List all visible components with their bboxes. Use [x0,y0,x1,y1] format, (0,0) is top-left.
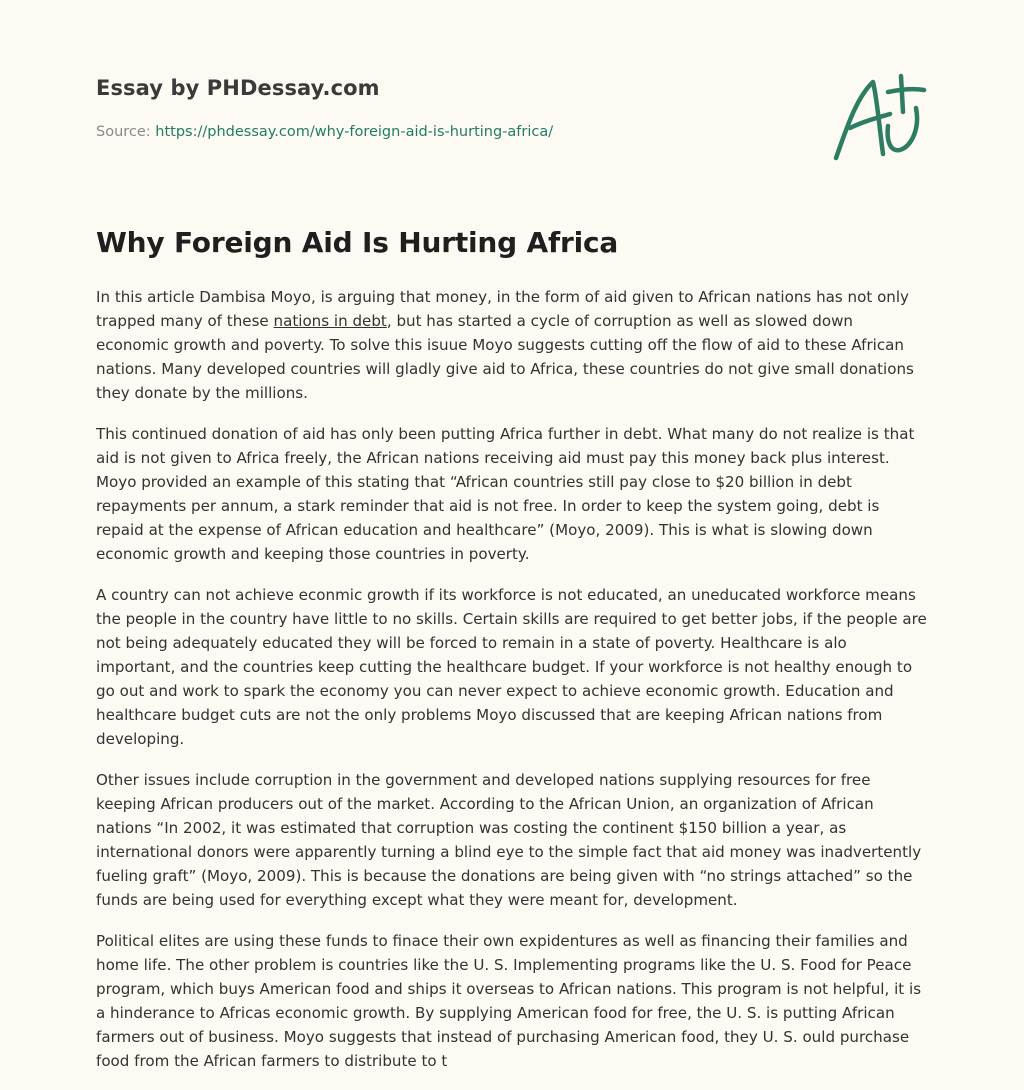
nations-in-debt-link[interactable]: nations in debt [273,312,387,330]
essay-title: Why Foreign Aid Is Hurting Africa [96,226,619,259]
essay-body [96,285,928,1090]
site-header [96,76,926,176]
source-link[interactable]: https://phdessay.com/why-foreign-aid-is-hurting-africa/ [155,124,554,140]
paragraph-1-text-after: , but has started a cycle of corruption as well as slowed down economic growth and poverty. To solve this isuue Moyo suggests cutting off the flow of aid to these African nations. Many developed countries will gladly give aid to Africa, these countries do not give small donations they donate by the millions. [96,312,914,402]
paragraph-1 [96,285,928,405]
paragraph-2: This continued donation of aid has only been putting Africa further in debt. What many do not realize is that aid is not given to Africa freely, the African nations receiving aid must pay this money back plus interest. Moyo provided an example of this stating that “African countries still pay close to $20 billion in debt repayments per annum, a stark reminder that aid is not free. In order to keep the system going, debt is repaid at the expense of African education and healthcare” (Moyo, 2009). This is what is slowing down economic growth and keeping those countries in poverty. [96,425,915,563]
paragraph-3: A country can not achieve econmic growth if its workforce is not educated, an uneducated workforce means the people in the country have little to no skills. Certain skills are required to get better jobs, if the people are not being adequately educated they will be forced to remain in a state of poverty. Healthcare is alo important, and the countries keep cutting the healthcare budget. If your workforce is not healthy enough to go out and work to spark the economy you can never expect to achieve economic growth. Education and healthcare budget cuts are not the only problems Moyo discussed that are keeping African nations from developing. [96,586,927,748]
source-label: Source: [96,124,156,140]
brand-name: Essay by PHDessay.com [96,76,380,100]
paragraph-1-text-before: In this article Dambisa Moyo, is arguing that money, in the form of aid given to African nations has not only trapped many of these [96,288,909,330]
paragraph-5: Political elites are using these funds to finace their own expidentures as well as financing their families and home life. The other problem is countries like the U. S. Implementing programs like the U. S. Food for Peace program, which buys American food and ships it overseas to African nations. This program is not helpful, it is a hinderance to Africas economic growth. By supplying American food for free, the U. S. is putting African farmers out of business. Moyo suggests that instead of purchasing American food, they U. S. ould purchase food from the African farmers to distribute to t [96,932,922,1070]
a-plus-logo-icon [828,68,928,164]
source-line [96,124,553,140]
paragraph-4: Other issues include corruption in the government and developed nations supplying resources for free keeping African producers out of the market. According to the African Union, an organization of African nations “In 2002, it was estimated that corruption was costing the continent $150 billion a year, as international donors were apparently turning a blind eye to the simple fact that aid money was inadvertently fueling graft” (Moyo, 2009). This is because the donations are being given with “no strings attached” so the funds are being used for everything except what they were meant for, development. [96,771,922,909]
